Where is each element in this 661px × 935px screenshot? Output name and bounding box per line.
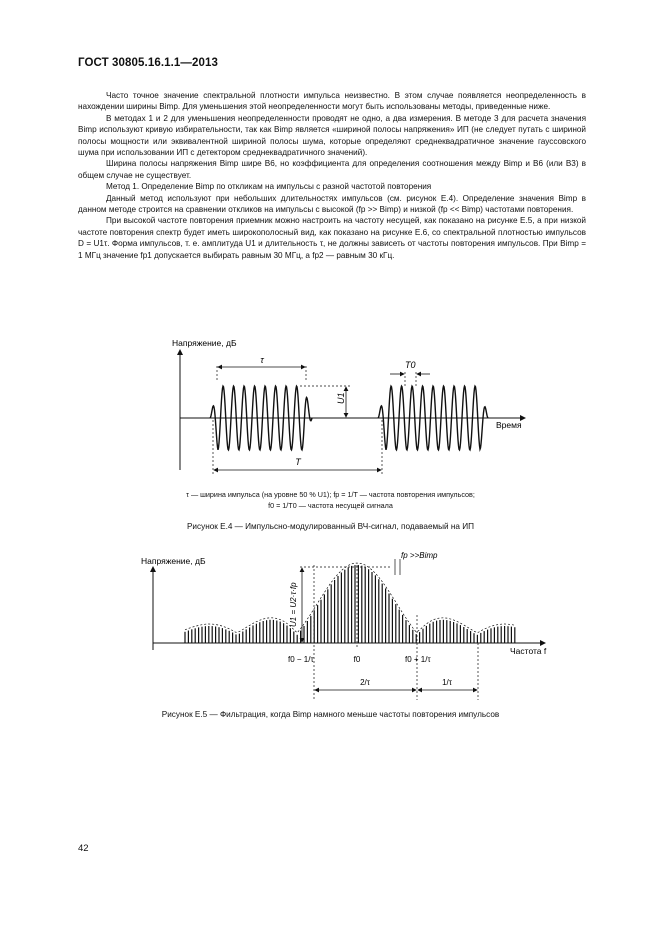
paragraph: При высокой частоте повторения приемник можно настроить на частоту несущей, как показано на рисунке Е.5, а при низкой частоте повторения спектр будет иметь широкополосный вид, как показано на рисунке Е.6, со спектральной плотностью импульсов D = U1τ. Форма импульсов, т. е. амплитуда U1 и длительность τ, не должны зависеть от частоты повторения импульсов. При Bimp = 1 МГц значение fp1 допускается выбирать равным 30 МГц, а fp2 — равным 30 кГц. (78, 216, 586, 260)
tick-f0-plus: f0 + 1/τ (405, 655, 431, 664)
paragraph: Метод 1. Определение Bimp по откликам на импульсы с разной частотой повторения (106, 182, 432, 192)
page-number: 42 (78, 843, 89, 854)
body-text (78, 90, 586, 261)
paragraph: В методах 1 и 2 для уменьшения неопределенности проводят не одно, а два измерения. В методе 3 для расчета значения Bimp используют кривую избирательности, так как Bimp является «шириной полосы напряжения» ИП (не следует путать с шириной полосы мощности или эквивалентной шириной полосы шума, которые определяют среднеквадратичное значение гауссовского шума при использовании ИП с детектором среднеквадратичного значений). (78, 113, 586, 158)
y-axis-label: Напряжение, дБ (141, 556, 206, 566)
paragraph: Ширина полосы напряжения Bimp шире B6, но коэффициента для определения соотношения между Bimp и B6 (или B3) в общем случае не существует. (78, 159, 586, 180)
figure-e5-caption: Рисунок Е.5 — Фильтрация, когда Bimp намного меньше частоты повторения импульсов (161, 710, 500, 719)
spectrum-envelope (185, 563, 515, 633)
span-1-tau-label: 1/τ (442, 678, 452, 687)
legend-line: f0 = 1/T0 — частота несущей сигнала (268, 500, 393, 510)
u-label: U1 = U2·τ·fp (289, 582, 298, 627)
figure-e5 (0, 545, 661, 700)
paragraph: Данный метод используют при небольших длительностях импульсов (см. рисунок Е.4). Определение значения Bimp в данном методе строится на сравнении откликов на импульсы с высокой (fp >> Bimp) и низкой (fp << Bimp) частотами повторения. (78, 193, 586, 215)
figure-e4 (0, 330, 661, 480)
legend-line: τ — ширина импульса (на уровне 50 % U1); fp = 1/T — частота повторения импульсов; (186, 490, 475, 499)
document-header: ГОСТ 30805.16.1.1—2013 (78, 57, 218, 69)
fp-label: fp >>Bimp (401, 551, 438, 560)
tick-f0-minus: f0 − 1/τ (288, 655, 314, 664)
figure-e4-legend (0, 490, 661, 511)
x-axis-label: Время (496, 420, 522, 430)
spectral-lines (185, 565, 515, 643)
tau-label: τ (260, 355, 264, 365)
figure-e4-caption: Рисунок Е.4 — Импульсно-модулированный ВЧ-сигнал, подаваемый на ИП (186, 522, 475, 531)
x-axis-label: Частота f (510, 646, 547, 656)
figure-e4-plot (0, 330, 661, 480)
y-axis-label: Напряжение, дБ (172, 338, 237, 348)
tick-f0: f0 (353, 655, 361, 664)
span-2-tau-label: 2/τ (360, 678, 370, 687)
u1-label: U1 (336, 392, 346, 404)
paragraph: Часто точное значение спектральной плотности импульса неизвестно. В этом случае появляется неопределенность в нахождении ширины Bimp. Для уменьшения этой неопределенности могут быть использованы методы, приведенные ниже. (78, 91, 586, 112)
t0-label: T0 (405, 360, 416, 370)
figure-e5-plot (0, 545, 661, 700)
t-label: T (295, 457, 301, 467)
